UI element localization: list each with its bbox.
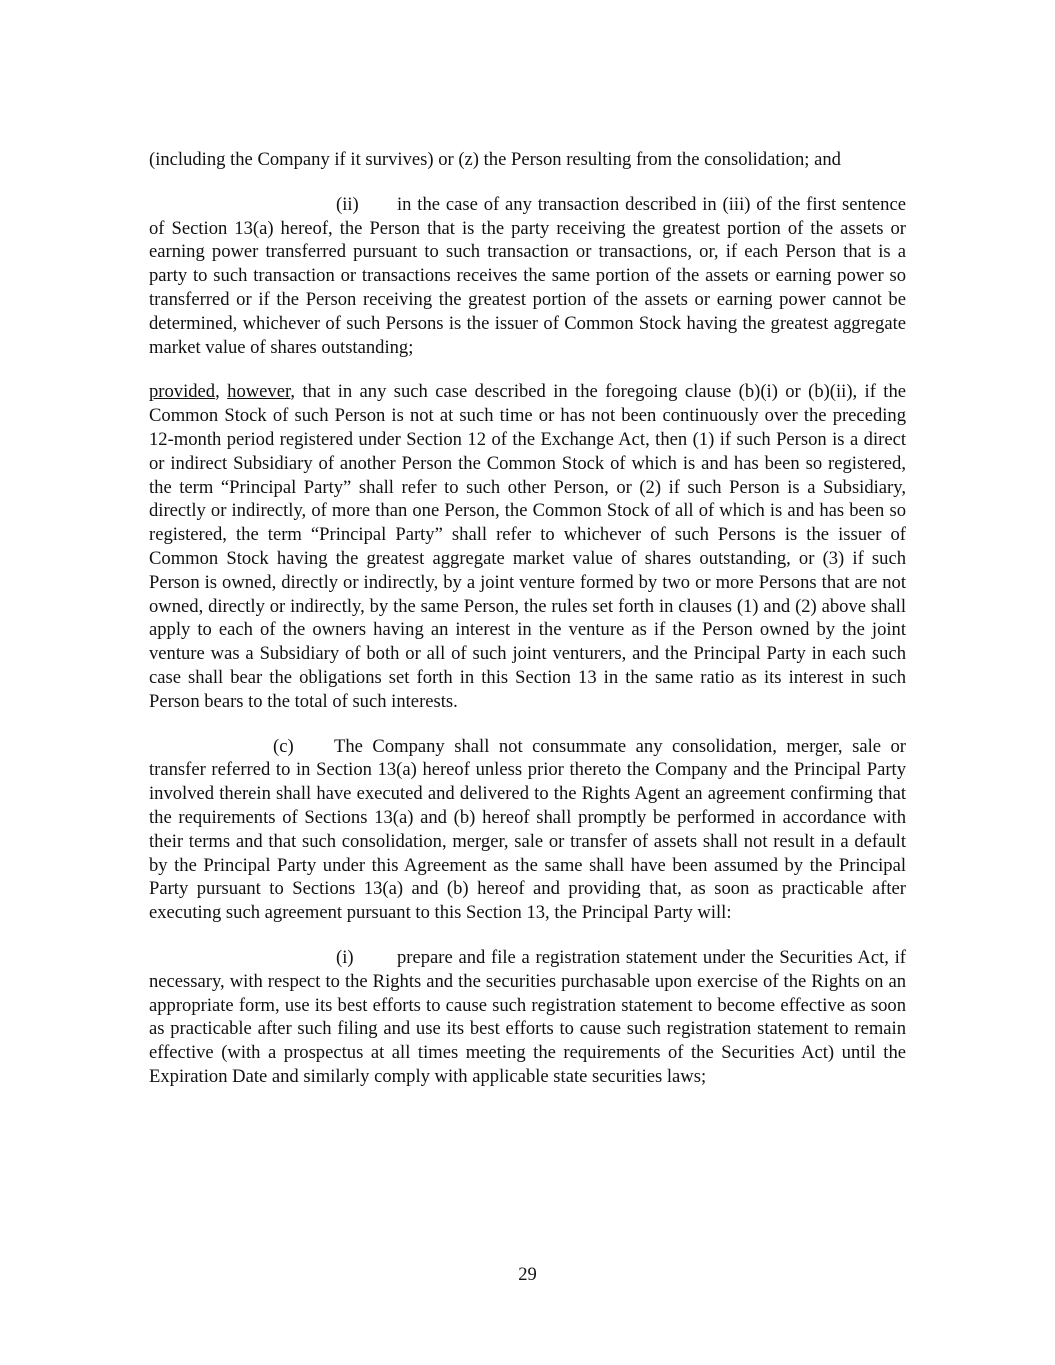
paragraph-consolidation-clause: (including the Company if it survives) or (z) the Person resulting from the consolidation; and <box>149 149 841 170</box>
paragraph-clause-c <box>149 735 906 925</box>
however-underlined: however <box>227 381 291 403</box>
clause-c-text: The Company shall not consummate any consolidation, merger, sale or transfer referred to in Section 13(a) hereof unless prior thereto the Company and the Principal Party involved therein shall have executed and delivered to the Rights Agent an agreement confirming that the requirements of Sections 13(a) and (b) hereof shall promptly be performed in accordance with their terms and that such consolidation, merger, sale or transfer of assets shall not result in a default by the Principal Party under this Agreement as the same shall have been assumed by the Principal Party pursuant to Sections 13(a) and (b) hereof and providing that, as soon as practicable after executing such agreement pursuant to this Section 13, the Principal Party will: <box>149 735 906 924</box>
clause-i-text: prepare and file a registration statement under the Securities Act, if necessary, with respect to the Rights and the securities purchasable upon exercise of the Rights on an appropriate form, use its best efforts to cause such registration statement to become effective as soon as practicable after such filing and use its best efforts to cause such registration statement to remain effective (with a prospectus at all times meeting the requirements of the Securities Act) until the Expiration Date and similarly comply with applicable state securities laws; <box>149 946 906 1087</box>
paragraph-clause-ii <box>149 193 906 360</box>
paragraph-clause-i <box>149 946 906 1089</box>
clause-ii-text: in the case of any transaction described in (iii) of the first sentence of Section 13(a) hereof, the Person that is the party receiving the greatest portion of the assets or earning power transferred pursuant to such transaction or transactions, or, if each Person that is a party to such transaction or transactions receives the same portion of the assets or earning power so transferred or if the Person receiving the greatest portion of the assets or earning power cannot be determined, whichever of such Persons is the issuer of Common Stock having the greatest aggregate market value of shares outstanding; <box>149 193 906 358</box>
provided-comma: , <box>215 381 228 403</box>
clause-marker-c: (c) <box>273 735 294 757</box>
document-body <box>149 148 906 1110</box>
clause-marker-i: (i) <box>336 946 354 968</box>
clause-marker-ii: (ii) <box>336 193 359 215</box>
paragraph-provided-however <box>149 380 906 713</box>
provided-however-text: , that in any such case described in the foregoing clause (b)(i) or (b)(ii), if the Common Stock of such Person is not at such time or has not been continuously over the preceding 12-month period registered under Section 12 of the Exchange Act, then (1) if such Person is a direct or indirect Subsidiary of another Person the Common Stock of which is and has been so registered, the term “Principal Party” shall refer to such other Person, or (2) if such Person is a Subsidiary, directly or indirectly, of more than one Person, the Common Stock of all of which is and has been so registered, the term “Principal Party” shall refer to whichever of such Persons is the issuer of Common Stock having the greatest aggregate market value of shares outstanding, or (3) if such Person is owned, directly or indirectly, by a joint venture formed by two or more Persons that are not owned, directly or indirectly, by the same Person, the rules set forth in clauses (1) and (2) above shall apply to each of the owners having an interest in the venture as if the Person owned by the joint venture was a Subsidiary of both or all of such joint venturers, and the Principal Party in each such case shall bear the obligations set forth in this Section 13 in the same ratio as its interest in such Person bears to the total of such interests. <box>149 381 906 712</box>
page-number: 29 <box>518 1264 537 1285</box>
provided-underlined: provided <box>149 381 216 403</box>
